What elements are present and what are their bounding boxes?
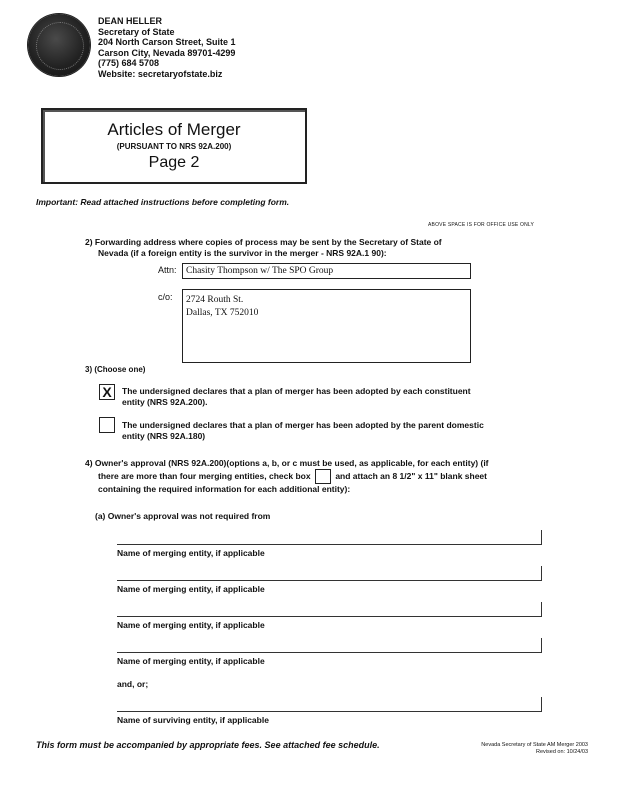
merging-entity-label-2: Name of merging entity, if applicable: [117, 584, 265, 594]
section-2-text: [85, 237, 555, 259]
form-id: Nevada Secretary of State AM Merger 2003: [481, 742, 588, 748]
phone: (775) 684 5708: [98, 58, 160, 68]
title-box: [41, 108, 307, 184]
co-line-1: 2724 Routh St.: [186, 295, 244, 305]
fee-note: This form must be accompanied by appropriate fees. See attached fee schedule.: [36, 740, 380, 750]
section-4-line-2b: and attach an 8 1/2" x 11" blank sheet: [335, 470, 487, 481]
and-or-text: and, or;: [117, 679, 149, 689]
state-seal: [28, 14, 90, 76]
attn-label: Attn:: [158, 265, 177, 275]
secretary-title: Secretary of State: [98, 26, 175, 37]
section-4-line-1: 4) Owner's approval (NRS 92A.200)(options a, b, or c must be used, as applicable, for each entity) (if: [85, 458, 489, 468]
website: Website: secretaryofstate.biz: [98, 68, 223, 79]
merging-entity-field-2[interactable]: [117, 566, 542, 581]
merging-entity-field-1[interactable]: [117, 530, 542, 545]
option-1-text: [122, 386, 562, 408]
check-mark: X: [102, 384, 112, 400]
section-2-line-1: 2) Forwarding address where copies of process may be sent by the Secretary of State of: [85, 237, 442, 247]
attn-field[interactable]: [182, 263, 471, 279]
option-2-text: [122, 420, 582, 442]
option-2-line-2: entity (NRS 92A.180): [122, 431, 206, 441]
co-field[interactable]: [182, 289, 471, 363]
section-4-text: [85, 458, 615, 495]
additional-entities-checkbox[interactable]: [315, 469, 331, 484]
section-4-line-2a: there are more than four merging entities, check box: [98, 470, 311, 481]
office-use-note: ABOVE SPACE IS FOR OFFICE USE ONLY: [428, 222, 535, 228]
revision-date: Revised on: 10/24/03: [536, 749, 588, 755]
option-1-checkbox[interactable]: [99, 384, 115, 400]
secretary-name: DEAN HELLER: [98, 16, 163, 26]
page-number: Page 2: [148, 154, 200, 171]
co-line-2: Dallas, TX 752010: [186, 308, 259, 318]
important-note: Important: Read attached instructions before completing form.: [36, 197, 290, 207]
surviving-entity-field[interactable]: [117, 697, 542, 712]
merging-entity-label-1: Name of merging entity, if applicable: [117, 548, 265, 558]
surviving-entity-label: Name of surviving entity, if applicable: [117, 715, 269, 725]
sub-a-heading: (a) Owner's approval was not required from: [95, 511, 271, 521]
co-label: c/o:: [158, 292, 173, 302]
address-line-1: 204 North Carson Street, Suite 1: [98, 37, 236, 47]
merging-entity-field-3[interactable]: [117, 602, 542, 617]
header-block: [98, 16, 236, 79]
section-3-heading: 3) (Choose one): [85, 365, 146, 374]
option-2-line-1: The undersigned declares that a plan of merger has been adopted by the parent domestic: [122, 420, 484, 430]
form-subtitle: (PURSUANT TO NRS 92A.200): [116, 142, 232, 151]
form-title: Articles of Merger: [107, 120, 241, 139]
option-1-line-2: entity (NRS 92A.200).: [122, 397, 208, 407]
section-2-line-2: Nevada (if a foreign entity is the survivor in the merger - NRS 92A.1 90):: [98, 248, 387, 258]
merging-entity-field-4[interactable]: [117, 638, 542, 653]
section-4-line-3: containing the required information for each additional entity):: [98, 484, 351, 494]
merging-entity-label-3: Name of merging entity, if applicable: [117, 620, 265, 630]
attn-value: Chasity Thompson w/ The SPO Group: [186, 266, 334, 276]
form-revision: [460, 742, 588, 756]
address-line-2: Carson City, Nevada 89701-4299: [98, 47, 236, 58]
option-2-checkbox[interactable]: [99, 417, 115, 433]
option-1-line-1: The undersigned declares that a plan of merger has been adopted by each constituent: [122, 386, 471, 396]
merging-entity-label-4: Name of merging entity, if applicable: [117, 656, 265, 666]
